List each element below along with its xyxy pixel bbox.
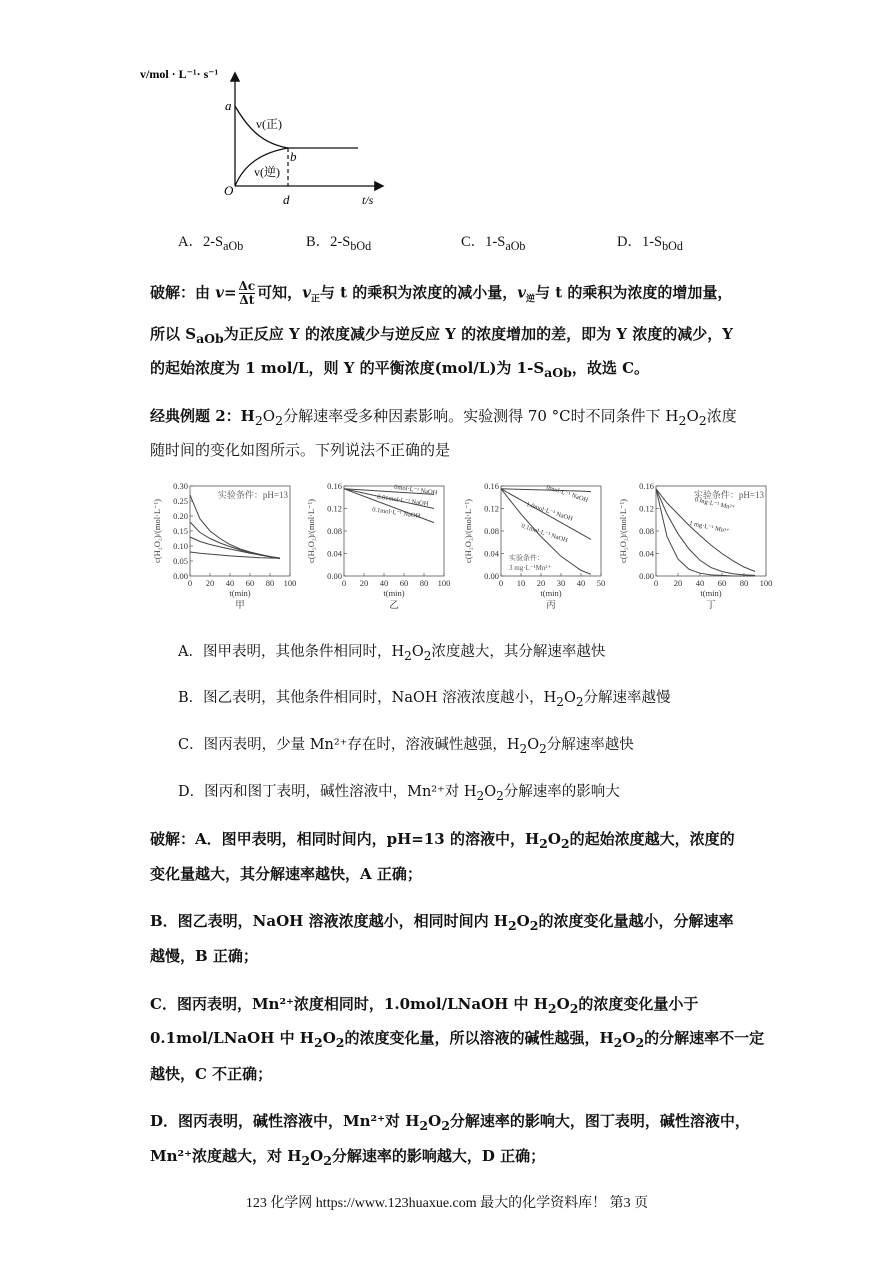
solution2-p3-line1: C．图丙表明，Mn²⁺浓度相同时，1.0mol/LNaOH 中 $H_2O_2$的浓度变化量小于 (150, 995, 699, 1016)
series-label: 1.0mol·L⁻¹ NaOH (525, 501, 574, 523)
x-tick-label: 20 (536, 578, 546, 588)
x-tick-label: 50 (596, 578, 606, 588)
y-tick-label: 0.04 (327, 548, 342, 559)
y-tick-label: 0.08 (639, 526, 654, 536)
x-tick-label: 0 (498, 578, 504, 588)
series-line (190, 552, 280, 558)
y-tick-label: 0.12 (327, 503, 342, 514)
x-tick-label: 10 (516, 578, 526, 588)
chart-caption: 乙 (389, 601, 399, 611)
chart-caption: 甲 (235, 601, 245, 611)
series-label: 1 mg·L⁻¹ Mn²⁺ (688, 519, 730, 536)
x-tick-label: 20 (673, 578, 683, 588)
y-tick-label: 0.10 (173, 541, 188, 551)
chart-annotation: 3 mg·L⁻¹Mn²⁺ (509, 564, 552, 572)
x-tick-label: 80 (265, 578, 275, 588)
label-b: b (290, 149, 297, 164)
y-tick-label: 0.04 (639, 548, 654, 559)
y-tick-label: 0.08 (327, 526, 342, 536)
rate-time-graph (140, 62, 400, 212)
x-tick-label: 60 (399, 578, 409, 588)
series-label: 0mol·L⁻¹ NaOH (393, 483, 438, 497)
x-axis-label: t(min) (229, 588, 251, 598)
solution2-p3-line2: 0.1mol/LNaOH 中 $H_2O_2$的浓度变化量，所以溶液的碱性越强，$H_2O_2$的分解速率不一定 (150, 1029, 765, 1050)
y-tick-label: 0.05 (173, 556, 188, 566)
q2-option-d: D．图丙和图丁表明，碱性溶液中，Mn²⁺对 $H_2O_2$分解速率的影响大 (178, 784, 620, 803)
y-tick-label: 0.08 (484, 526, 499, 536)
reverse-curve-label: v(逆) (254, 165, 280, 179)
chart-bing (463, 478, 613, 620)
chart-caption: 丁 (706, 601, 716, 611)
solution2-p2-line2: 越慢，B 正确； (150, 947, 258, 965)
chart-jia (152, 478, 302, 620)
y-tick-label: 0.25 (173, 496, 188, 506)
solution2-p4-line1: D．图丙表明，碱性溶液中，Mn²⁺对 $H_2O_2$分解速率的影响大，图丁表明，碱性溶液中， (150, 1112, 750, 1133)
example2-line1: 经典例题 2：$H_2O_2$分解速率受多种因素影响。实验测得 70 °C时不同条件下 $H_2O_2$浓度 (150, 407, 737, 428)
solution1-line1: 破解：由 v= $\frac{\Delta c}{\Delta t}$ 可知，$v_正$与 t 的乘积为浓度的减小量，$v_逆$与 t 的乘积为浓度的增加量， (150, 279, 733, 307)
x-tick-label: 100 (759, 578, 773, 588)
x-tick-label: 30 (556, 578, 566, 588)
chart-yi (306, 478, 456, 620)
chart-annotation: 实验条件：pH=13 (693, 490, 764, 500)
y-axis-label: c(H₂O₂)/(mol·L⁻¹) (152, 499, 162, 563)
y-tick-label: 0.00 (327, 571, 342, 581)
x-tick-label: 0 (187, 578, 193, 588)
solution2-p1-line1: 破解：A．图甲表明，相同时间内，pH=13 的溶液中，$H_2O_2$的起始浓度越大，浓度的 (150, 830, 735, 851)
x-tick-label: 40 (379, 578, 389, 588)
chart-annotation: 实验条件：pH=13 (217, 490, 288, 500)
series-label: 0.1mol·L⁻¹ NaOH (371, 506, 421, 520)
x-tick-label: 20 (205, 578, 215, 588)
y-tick-label: 0.20 (173, 511, 188, 521)
y-tick-label: 0.30 (173, 481, 188, 491)
x-axis-label: t(min) (540, 588, 562, 598)
x-axis-label: t/s (362, 193, 374, 207)
series-label: 0.01mol·L⁻¹ NaOH (376, 493, 429, 508)
chart-caption: 丙 (546, 601, 556, 611)
y-tick-label: 0.04 (484, 548, 499, 559)
y-axis-label: v/mol · L⁻¹· s⁻¹ (140, 67, 219, 81)
solution1-line2: 所以 $S_{aOb}$为正反应 Y 的浓度减少与逆反应 Y 的浓度增加的差，即为 Y 浓度的减少，Y (150, 325, 733, 346)
solution1-line3: 的起始浓度为 1 mol/L，则 Y 的平衡浓度(mol/L)为 $1-S_{aOb}$，故选 C。 (150, 359, 650, 380)
q1-option-b: B．$2-S_{bOd}$ (306, 234, 372, 253)
y-axis-label: c(H₂O₂)/(mol·L⁻¹) (306, 499, 316, 563)
y-axis-label: c(H₂O₂)/(mol·L⁻¹) (463, 499, 473, 563)
series-label: 0mol·L⁻¹ NaOH (545, 483, 589, 505)
series-label: 0.1mol·L⁻¹ NaOH (520, 522, 569, 545)
q1-option-a: A．$2-S_{aOb}$ (178, 234, 244, 253)
y-tick-label: 0.00 (173, 571, 188, 581)
y-tick-label: 0.12 (484, 503, 499, 514)
solution2-p4-line2: Mn²⁺浓度越大，对 $H_2O_2$分解速率的影响越大，D 正确； (150, 1147, 546, 1168)
q2-option-a: A．图甲表明，其他条件相同时，$H_2O_2$浓度越大，其分解速率越快 (178, 644, 606, 663)
label-origin: O (224, 183, 234, 198)
x-tick-label: 40 (576, 578, 586, 588)
y-tick-label: 0.00 (639, 571, 654, 581)
chart-ding (618, 478, 778, 620)
x-tick-label: 80 (419, 578, 429, 588)
x-tick-label: 40 (695, 578, 705, 588)
x-tick-label: 0 (341, 578, 347, 588)
q1-option-d: D．$1-S_{bOd}$ (617, 234, 683, 253)
x-axis-label: t(min) (383, 588, 405, 598)
x-tick-label: 20 (359, 578, 369, 588)
y-tick-label: 0.16 (639, 481, 654, 491)
q2-option-b: B．图乙表明，其他条件相同时，NaOH 溶液浓度越小，$H_2O_2$分解速率越慢 (178, 690, 671, 709)
y-tick-label: 0.16 (327, 481, 342, 491)
x-tick-label: 100 (437, 578, 451, 588)
x-tick-label: 80 (739, 578, 749, 588)
x-tick-label: 100 (283, 578, 297, 588)
x-axis-label: t(min) (700, 588, 722, 598)
x-tick-label: 40 (225, 578, 235, 588)
example2-line2: 随时间的变化如图所示。下列说法不正确的是 (150, 441, 451, 459)
series-label: 0 mg·L⁻¹ Mn²⁺ (694, 496, 736, 512)
y-axis-label: c(H₂O₂)/(mol·L⁻¹) (618, 499, 628, 563)
chart-annotation: 实验条件： (509, 554, 544, 562)
y-tick-label: 0.00 (484, 571, 499, 581)
x-tick-label: 60 (717, 578, 727, 588)
y-tick-label: 0.12 (639, 503, 654, 514)
label-d: d (283, 192, 290, 207)
label-a: a (225, 98, 232, 113)
y-tick-label: 0.15 (173, 526, 188, 536)
solution2-p3-line3: 越快，C 不正确； (150, 1065, 273, 1083)
q2-option-c: C．图丙表明，少量 Mn²⁺存在时，溶液碱性越强，$H_2O_2$分解速率越快 (178, 737, 634, 756)
solution2-p2-line1: B．图乙表明，NaOH 溶液浓度越小，相同时间内 $H_2O_2$的浓度变化量越小，分解速率 (150, 912, 734, 933)
forward-curve-label: v(正) (256, 117, 282, 131)
q1-option-c: C．$1-S_{aOb}$ (461, 234, 526, 253)
x-tick-label: 60 (245, 578, 255, 588)
solution2-p1-line2: 变化量越大，其分解速率越快，A 正确； (150, 865, 422, 883)
x-tick-label: 0 (653, 578, 659, 588)
page-footer: 123 化学网 https://www.123huaxue.com 最大的化学资料库！ 第3 页 (245, 1196, 649, 1211)
y-tick-label: 0.16 (484, 481, 499, 491)
